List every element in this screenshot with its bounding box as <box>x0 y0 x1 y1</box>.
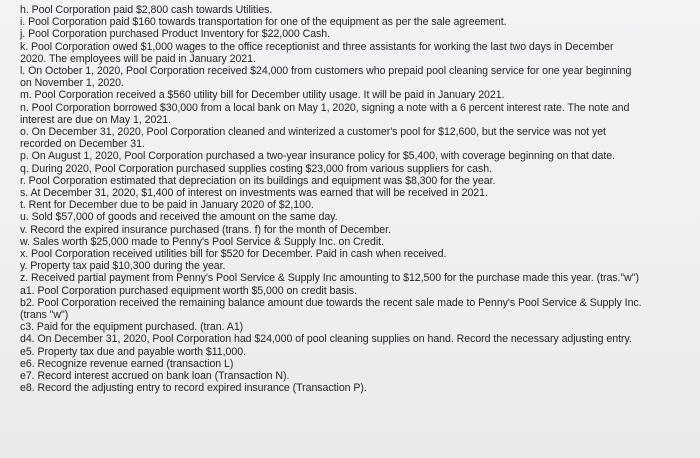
transaction-e6: e6. Recognize revenue earned (transaction L) <box>20 357 234 370</box>
transaction-p: p. On August 1, 2020, Pool Corporation purchased a two-year insurance policy for $5,400, with coverage beginning on that date. <box>20 150 615 163</box>
transaction-l: l. On October 1, 2020, Pool Corporation received $24,000 from customers who prepaid pool cleaning service for one year beginning <box>20 65 632 78</box>
transaction-t: t. Rent for December due to be paid in January 2020 of $2,100. <box>20 199 314 212</box>
transaction-x: x. Pool Corporation received utilities bill for $520 for December. Paid in cash when received. <box>20 248 447 261</box>
transaction-n: n. Pool Corporation borrowed $30,000 from a local bank on May 1, 2020, signing a note with a 6 percent interest rate. The note and <box>20 101 630 114</box>
transaction-list <box>20 4 696 395</box>
transaction-u: u. Sold $57,000 of goods and received the amount on the same day. <box>20 211 338 224</box>
transaction-a1: a1. Pool Corporation purchased equipment worth $5,000 on credit basis. <box>20 284 357 297</box>
transaction-w: w. Sales worth $25,000 made to Penny's Pool Service & Supply Inc. on Credit. <box>20 235 384 248</box>
transaction-y: y. Property tax paid $10,300 during the year. <box>20 260 226 273</box>
transaction-z: z. Received partial payment from Penny's Pool Service & Supply Inc amounting to $12,500 for the purchase made this year. (tras."w") <box>20 272 639 285</box>
transaction-b2: b2. Pool Corporation received the remaining balance amount due towards the recent sale made to Penny's Pool Service & Supply Inc. <box>20 296 642 309</box>
transaction-s: s. At December 31, 2020, $1,400 of interest on investments was earned that will be received in 2021. <box>20 187 488 200</box>
transaction-b2-cont: (trans "w") <box>20 309 69 322</box>
transaction-i: i. Pool Corporation paid $160 towards transportation for one of the equipment as per the sale agreement. <box>20 16 507 29</box>
transaction-o-cont: recorded on December 31. <box>20 138 145 151</box>
transaction-c3: c3. Paid for the equipment purchased. (tran. A1) <box>20 321 244 334</box>
transaction-n-cont: interest are due on May 1, 2021. <box>20 113 171 126</box>
transaction-l-cont: on November 1, 2020. <box>20 77 124 90</box>
transaction-k-cont: 2020. The employees will be paid in January 2021. <box>20 52 256 65</box>
transaction-o: o. On December 31, 2020, Pool Corporation cleaned and winterized a customer's pool for $12,600, but the service was not yet <box>20 126 606 139</box>
transaction-q: q. During 2020, Pool Corporation purchased supplies costing $23,000 from various suppliers for cash. <box>20 162 492 175</box>
transaction-m: m. Pool Corporation received a $560 utility bill for December utility usage. It will be paid in January 2021. <box>20 89 505 102</box>
transaction-d4: d4. On December 31, 2020, Pool Corporation had $24,000 of pool cleaning supplies on hand. Record the necessary adjusting entry. <box>20 333 632 346</box>
transaction-e5: e5. Property tax due and payable worth $11,000. <box>20 345 246 358</box>
transaction-j: j. Pool Corporation purchased Product Inventory for $22,000 Cash. <box>20 28 331 41</box>
transaction-h: h. Pool Corporation paid $2,800 cash towards Utilities. <box>20 4 273 16</box>
transaction-e8: e8. Record the adjusting entry to record expired insurance (Transaction P). <box>20 382 367 395</box>
transaction-r: r. Pool Corporation estimated that depreciation on its buildings and equipment was $8,300 for the year. <box>20 174 496 187</box>
transaction-v: v. Record the expired insurance purchased (trans. f) for the month of December. <box>20 223 391 236</box>
transaction-k: k. Pool Corporation owed $1,000 wages to the office receptionist and three assistants for working the last two days in December <box>20 40 614 53</box>
transaction-e7: e7. Record interest accrued on bank loan (Transaction N). <box>20 370 290 383</box>
